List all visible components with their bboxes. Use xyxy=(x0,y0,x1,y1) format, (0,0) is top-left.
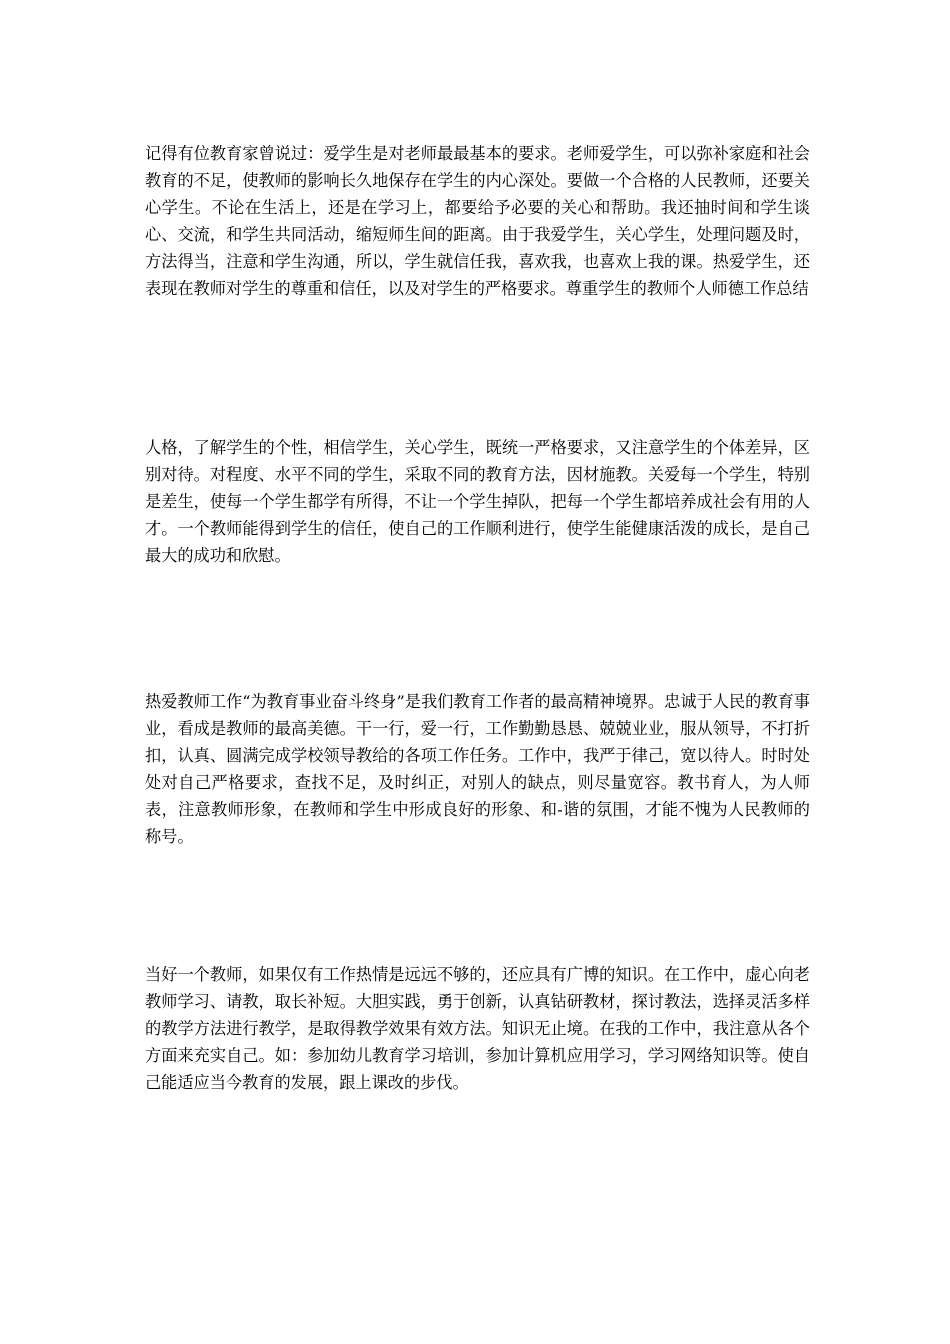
paragraph-3: 热爱教师工作“为教育事业奋斗终身”是我们教育工作者的最高精神境界。忠诚于人民的教育事业，看成是教师的最高美德。干一行，爱一行，工作勤勤恳恳、兢兢业业，服从领导，不打折扣，认真、圆满完成学校领导教给的各项工作任务。工作中，我严于律己，宽以待人。时时处处对自己严格要求，查找不足，及时纠正，对别人的缺点，则尽量宽容。教书育人，为人师表，注意教师形象，在教师和学生中形成良好的形象、和-谐的氛围，才能不愧为人民教师的称号。 xyxy=(145,692,810,846)
paragraph-4: 当好一个教师，如果仅有工作热情是远远不够的，还应具有广博的知识。在工作中，虚心向老教师学习、请教，取长补短。大胆实践，勇于创新，认真钻研教材，探讨教法，选择灵活多样的教学方法进行教学，是取得教学效果有效方法。知识无止境。在我的工作中，我注意从各个方面来充实自己。如：参加幼儿教育学习培训，参加计算机应用学习，学习网络知识等。使自己能适应当今教育的发展，跟上课改的步伐。 xyxy=(145,965,810,1092)
paragraph-1: 记得有位教育家曾说过：爱学生是对老师最最基本的要求。老师爱学生，可以弥补家庭和社会教育的不足，使教师的影响长久地保存在学生的内心深处。要做一个合格的人民教师，还要关心学生。不论在生活上，还是在学习上，都要给予必要的关心和帮助。我还抽时间和学生谈心、交流，和学生共同活动，缩短师生间的距离。由于我爱学生，关心学生，处理问题及时，方法得当，注意和学生沟通，所以，学生就信任我，喜欢我，也喜欢上我的课。热爱学生，还表现在教师对学生的尊重和信任，以及对学生的严格要求。尊重学生的教师个人师德工作总结 xyxy=(145,144,810,298)
paragraph-2: 人格，了解学生的个性，相信学生，关心学生，既统一严格要求，又注意学生的个体差异，区别对待。对程度、水平不同的学生，采取不同的教育方法，因材施教。关爱每一个学生，特别是差生，使每一个学生都学有所得，不让一个学生掉队，把每一个学生都培养成社会有用的人才。一个教师能得到学生的信任，使自己的工作顺利进行，使学生能健康活泼的成长，是自己最大的成功和欣慰。 xyxy=(145,438,810,565)
